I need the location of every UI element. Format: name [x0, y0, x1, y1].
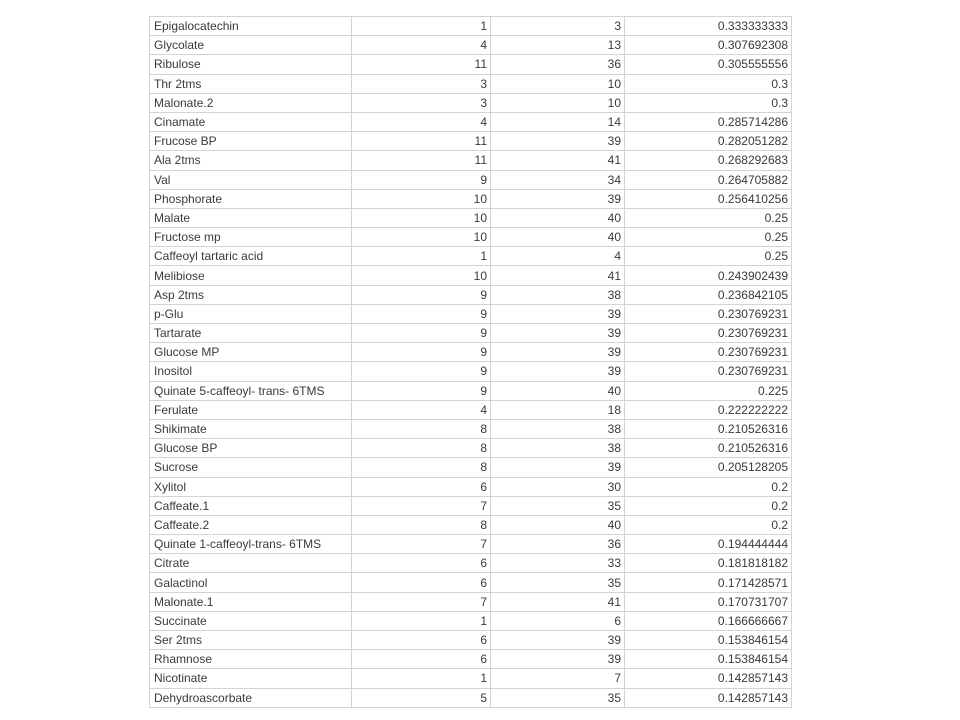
table-row	[150, 36, 792, 55]
count-cell[interactable]: 1	[352, 247, 491, 266]
compound-name-cell[interactable]: Caffeate.2	[150, 515, 352, 534]
total-cell[interactable]: 30	[491, 477, 625, 496]
ratio-cell[interactable]: 0.333333333	[625, 17, 792, 36]
ratio-cell[interactable]: 0.243902439	[625, 266, 792, 285]
count-cell[interactable]: 11	[352, 151, 491, 170]
total-cell[interactable]: 36	[491, 535, 625, 554]
total-cell[interactable]: 39	[491, 189, 625, 208]
ratio-cell[interactable]: 0.142857143	[625, 669, 792, 688]
ratio-cell[interactable]: 0.282051282	[625, 132, 792, 151]
total-cell[interactable]: 7	[491, 669, 625, 688]
total-cell[interactable]: 40	[491, 228, 625, 247]
count-cell[interactable]: 6	[352, 631, 491, 650]
compound-name-cell[interactable]: Ala 2tms	[150, 151, 352, 170]
compound-name-cell[interactable]: Malonate.2	[150, 93, 352, 112]
table-row	[150, 247, 792, 266]
compound-name-cell[interactable]: Thr 2tms	[150, 74, 352, 93]
table-row	[150, 151, 792, 170]
total-cell[interactable]: 38	[491, 419, 625, 438]
ratio-cell[interactable]: 0.264705882	[625, 170, 792, 189]
ratio-cell[interactable]: 0.181818182	[625, 554, 792, 573]
compound-name-cell[interactable]: p-Glu	[150, 304, 352, 323]
total-cell[interactable]: 3	[491, 17, 625, 36]
compound-name-cell[interactable]: Galactinol	[150, 573, 352, 592]
total-cell[interactable]: 10	[491, 74, 625, 93]
count-cell[interactable]: 5	[352, 688, 491, 707]
total-cell[interactable]: 41	[491, 151, 625, 170]
count-cell[interactable]: 4	[352, 112, 491, 131]
compound-name-cell[interactable]: Citrate	[150, 554, 352, 573]
total-cell[interactable]: 40	[491, 381, 625, 400]
ratio-cell[interactable]: 0.307692308	[625, 36, 792, 55]
count-cell[interactable]: 1	[352, 17, 491, 36]
count-cell[interactable]: 9	[352, 324, 491, 343]
table-row	[150, 266, 792, 285]
table-row	[150, 439, 792, 458]
table-row	[150, 477, 792, 496]
total-cell[interactable]: 38	[491, 285, 625, 304]
count-cell[interactable]: 7	[352, 535, 491, 554]
count-cell[interactable]: 3	[352, 93, 491, 112]
count-cell[interactable]: 10	[352, 266, 491, 285]
ratio-cell[interactable]: 0.230769231	[625, 343, 792, 362]
count-cell[interactable]: 11	[352, 55, 491, 74]
compound-name-cell[interactable]: Malate	[150, 208, 352, 227]
ratio-cell[interactable]: 0.305555556	[625, 55, 792, 74]
count-cell[interactable]: 8	[352, 458, 491, 477]
table-row	[150, 688, 792, 707]
total-cell[interactable]: 39	[491, 362, 625, 381]
count-cell[interactable]: 7	[352, 592, 491, 611]
table-row	[150, 458, 792, 477]
compound-name-cell[interactable]: Sucrose	[150, 458, 352, 477]
compound-name-cell[interactable]: Ribulose	[150, 55, 352, 74]
ratio-cell[interactable]: 0.285714286	[625, 112, 792, 131]
compound-name-cell[interactable]: Cinamate	[150, 112, 352, 131]
ratio-cell[interactable]: 0.210526316	[625, 439, 792, 458]
table-row	[150, 400, 792, 419]
ratio-cell[interactable]: 0.3	[625, 74, 792, 93]
total-cell[interactable]: 6	[491, 611, 625, 630]
compound-name-cell[interactable]: Ser 2tms	[150, 631, 352, 650]
compound-name-cell[interactable]: Nicotinate	[150, 669, 352, 688]
table-row	[150, 554, 792, 573]
ratio-cell[interactable]: 0.25	[625, 208, 792, 227]
compound-name-cell[interactable]: Frucose BP	[150, 132, 352, 151]
table-row	[150, 381, 792, 400]
ratio-cell[interactable]: 0.171428571	[625, 573, 792, 592]
table-row	[150, 17, 792, 36]
compound-name-cell[interactable]: Fructose mp	[150, 228, 352, 247]
table-row	[150, 285, 792, 304]
ratio-cell[interactable]: 0.166666667	[625, 611, 792, 630]
ratio-cell[interactable]: 0.236842105	[625, 285, 792, 304]
ratio-cell[interactable]: 0.225	[625, 381, 792, 400]
total-cell[interactable]: 39	[491, 650, 625, 669]
compound-name-cell[interactable]: Tartarate	[150, 324, 352, 343]
table-row	[150, 592, 792, 611]
compound-name-cell[interactable]: Inositol	[150, 362, 352, 381]
total-cell[interactable]: 4	[491, 247, 625, 266]
total-cell[interactable]: 36	[491, 55, 625, 74]
ratio-cell[interactable]: 0.230769231	[625, 362, 792, 381]
total-cell[interactable]: 35	[491, 688, 625, 707]
total-cell[interactable]: 14	[491, 112, 625, 131]
table-row	[150, 343, 792, 362]
total-cell[interactable]: 41	[491, 592, 625, 611]
compound-name-cell[interactable]: Val	[150, 170, 352, 189]
total-cell[interactable]: 35	[491, 573, 625, 592]
count-cell[interactable]: 1	[352, 611, 491, 630]
compound-name-cell[interactable]: Xylitol	[150, 477, 352, 496]
count-cell[interactable]: 8	[352, 419, 491, 438]
total-cell[interactable]: 41	[491, 266, 625, 285]
table-row	[150, 112, 792, 131]
count-cell[interactable]: 8	[352, 439, 491, 458]
total-cell[interactable]: 39	[491, 132, 625, 151]
compound-name-cell[interactable]: Asp 2tms	[150, 285, 352, 304]
count-cell[interactable]: 11	[352, 132, 491, 151]
compound-name-cell[interactable]: Dehydroascorbate	[150, 688, 352, 707]
table-row	[150, 74, 792, 93]
ratio-cell[interactable]: 0.3	[625, 93, 792, 112]
compound-name-cell[interactable]: Shikimate	[150, 419, 352, 438]
count-cell[interactable]: 6	[352, 573, 491, 592]
compound-name-cell[interactable]: Glucose MP	[150, 343, 352, 362]
count-cell[interactable]: 6	[352, 650, 491, 669]
count-cell[interactable]: 6	[352, 477, 491, 496]
count-cell[interactable]: 4	[352, 400, 491, 419]
table-row	[150, 55, 792, 74]
count-cell[interactable]: 9	[352, 285, 491, 304]
total-cell[interactable]: 10	[491, 93, 625, 112]
compound-name-cell[interactable]: Succinate	[150, 611, 352, 630]
ratio-cell[interactable]: 0.25	[625, 228, 792, 247]
ratio-cell[interactable]: 0.153846154	[625, 631, 792, 650]
total-cell[interactable]: 39	[491, 458, 625, 477]
count-cell[interactable]: 9	[352, 304, 491, 323]
total-cell[interactable]: 39	[491, 304, 625, 323]
count-cell[interactable]: 7	[352, 496, 491, 515]
compound-name-cell[interactable]: Quinate 5-caffeoyl- trans- 6TMS	[150, 381, 352, 400]
table-row	[150, 228, 792, 247]
table-row	[150, 669, 792, 688]
compound-name-cell[interactable]: Rhamnose	[150, 650, 352, 669]
ratio-cell[interactable]: 0.2	[625, 496, 792, 515]
count-cell[interactable]: 10	[352, 189, 491, 208]
total-cell[interactable]: 40	[491, 515, 625, 534]
total-cell[interactable]: 34	[491, 170, 625, 189]
ratio-cell[interactable]: 0.2	[625, 515, 792, 534]
table-row	[150, 132, 792, 151]
ratio-cell[interactable]: 0.194444444	[625, 535, 792, 554]
ratio-cell[interactable]: 0.153846154	[625, 650, 792, 669]
ratio-cell[interactable]: 0.170731707	[625, 592, 792, 611]
total-cell[interactable]: 38	[491, 439, 625, 458]
table-row	[150, 631, 792, 650]
ratio-cell[interactable]: 0.230769231	[625, 304, 792, 323]
count-cell[interactable]: 9	[352, 362, 491, 381]
ratio-cell[interactable]: 0.2	[625, 477, 792, 496]
compound-name-cell[interactable]: Phosphorate	[150, 189, 352, 208]
total-cell[interactable]: 13	[491, 36, 625, 55]
count-cell[interactable]: 9	[352, 343, 491, 362]
count-cell[interactable]: 6	[352, 554, 491, 573]
compound-name-cell[interactable]: Glycolate	[150, 36, 352, 55]
compound-name-cell[interactable]: Glucose BP	[150, 439, 352, 458]
ratio-cell[interactable]: 0.268292683	[625, 151, 792, 170]
count-cell[interactable]: 9	[352, 170, 491, 189]
table-row	[150, 304, 792, 323]
table-row	[150, 170, 792, 189]
count-cell[interactable]: 1	[352, 669, 491, 688]
total-cell[interactable]: 39	[491, 324, 625, 343]
table-row	[150, 496, 792, 515]
table-row	[150, 535, 792, 554]
total-cell[interactable]: 35	[491, 496, 625, 515]
total-cell[interactable]: 18	[491, 400, 625, 419]
table-row	[150, 611, 792, 630]
count-cell[interactable]: 3	[352, 74, 491, 93]
ratio-cell[interactable]: 0.222222222	[625, 400, 792, 419]
compound-name-cell[interactable]: Melibiose	[150, 266, 352, 285]
total-cell[interactable]: 39	[491, 343, 625, 362]
ratio-cell[interactable]: 0.230769231	[625, 324, 792, 343]
table-row	[150, 573, 792, 592]
ratio-cell[interactable]: 0.256410256	[625, 189, 792, 208]
count-cell[interactable]: 8	[352, 515, 491, 534]
count-cell[interactable]: 10	[352, 208, 491, 227]
compound-name-cell[interactable]: Caffeoyl tartaric acid	[150, 247, 352, 266]
table-row	[150, 93, 792, 112]
table-row	[150, 419, 792, 438]
table-row	[150, 324, 792, 343]
count-cell[interactable]: 9	[352, 381, 491, 400]
table-row	[150, 189, 792, 208]
ratio-cell[interactable]: 0.25	[625, 247, 792, 266]
count-cell[interactable]: 10	[352, 228, 491, 247]
ratio-cell[interactable]: 0.210526316	[625, 419, 792, 438]
table-body	[150, 17, 792, 708]
total-cell[interactable]: 33	[491, 554, 625, 573]
compound-name-cell[interactable]: Malonate.1	[150, 592, 352, 611]
compound-name-cell[interactable]: Ferulate	[150, 400, 352, 419]
compound-name-cell[interactable]: Epigalocatechin	[150, 17, 352, 36]
table-row	[150, 650, 792, 669]
table-row	[150, 208, 792, 227]
ratio-cell[interactable]: 0.205128205	[625, 458, 792, 477]
table-row	[150, 515, 792, 534]
count-cell[interactable]: 4	[352, 36, 491, 55]
total-cell[interactable]: 39	[491, 631, 625, 650]
compound-name-cell[interactable]: Caffeate.1	[150, 496, 352, 515]
table-row	[150, 362, 792, 381]
compound-name-cell[interactable]: Quinate 1-caffeoyl-trans- 6TMS	[150, 535, 352, 554]
data-table	[149, 16, 792, 708]
total-cell[interactable]: 40	[491, 208, 625, 227]
ratio-cell[interactable]: 0.142857143	[625, 688, 792, 707]
